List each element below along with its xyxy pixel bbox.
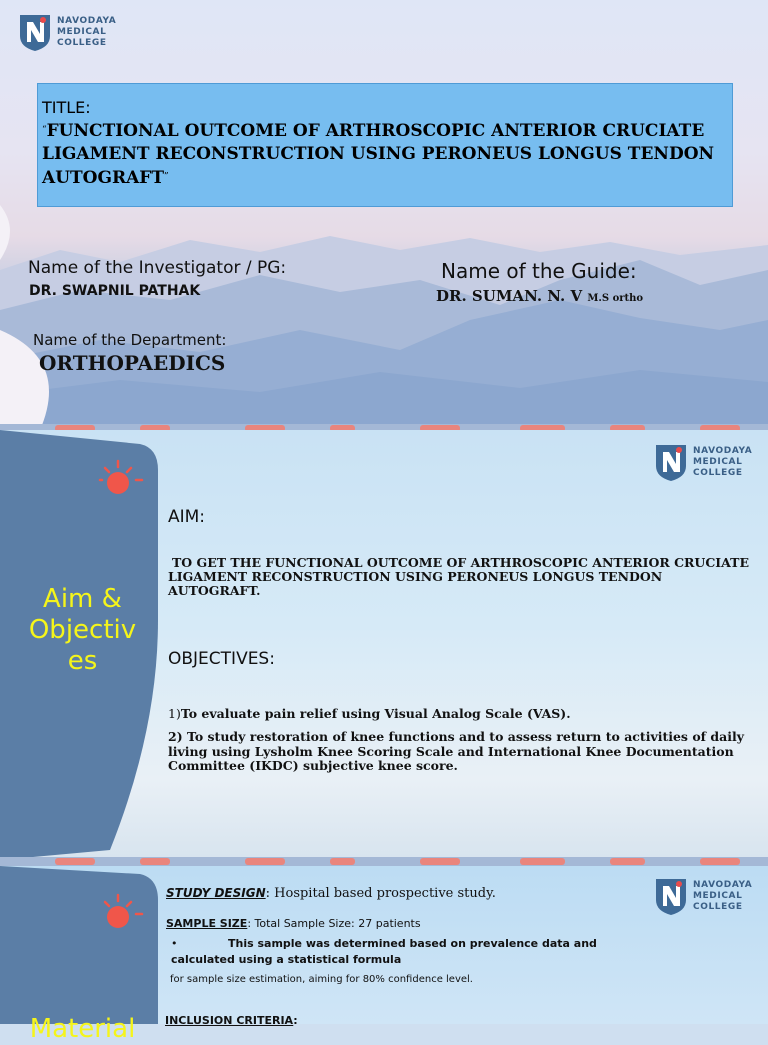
objective-2: 2) To study restoration of knee functions and to assess return to activities of daily living using Lysholm Knee Scoring Scale and International Knee Documentation Committee (IKDC) subjective knee score. [168, 729, 744, 773]
material-side-title: Material [29, 1014, 136, 1044]
title-label: TITLE: [42, 98, 91, 117]
objective-1: 1)To evaluate pain relief using Visual Analog Scale (VAS). [168, 706, 571, 721]
guide-label: Name of the Guide: [441, 259, 637, 283]
sample-bullet: • This sample was determined based on prevalence data and calculated using a statistical formula [171, 937, 597, 966]
sun-icon [100, 892, 144, 932]
title-box [37, 83, 733, 207]
guide-name: DR. SUMAN. N. V M.S ortho [436, 287, 644, 305]
investigator-name: DR. SWAPNIL PATHAK [29, 283, 201, 299]
aim-heading: AIM: [168, 507, 206, 527]
sample-size-label: SAMPLE SIZE [166, 917, 248, 930]
aim-text: TO GET THE FUNCTIONAL OUTCOME OF ARTHROSCOPIC ANTERIOR CRUCIATE LIGAMENT RECONSTRUCTION USING PERONEUS LONGUS TENDON AUTOGRAFT. [168, 555, 749, 598]
sample-note: for sample size estimation, aiming for 80% confidence level. [170, 974, 473, 985]
thesis-title: “FUNCTIONAL OUTCOME OF ARTHROSCOPIC ANTERIOR CRUCIATE LIGAMENT RECONSTRUCTION USING PERONEUS LONGUS TENDON AUTOGRAFT” [42, 121, 715, 188]
objectives-heading: OBJECTIVES: [168, 649, 275, 669]
college-logo [654, 876, 752, 916]
shield-logo-icon [654, 442, 688, 482]
college-name: NAVODAYA MEDICAL COLLEGE [57, 15, 117, 48]
department-label: Name of the Department: [33, 331, 227, 349]
study-design: STUDY DESIGN: Hospital based prospective study. [166, 886, 496, 901]
material-methods-slide [0, 866, 768, 1044]
college-name: NAVODAYA MEDICAL COLLEGE [693, 879, 753, 912]
study-design-label: STUDY DESIGN [166, 886, 266, 900]
college-name: NAVODAYA MEDICAL COLLEGE [693, 445, 753, 478]
shield-logo-icon [18, 12, 52, 52]
aim-objectives-side-title: Aim & Objectiv es [28, 584, 137, 676]
aim-objectives-slide [0, 430, 768, 866]
sun-icon [100, 458, 144, 498]
investigator-label: Name of the Investigator / PG: [28, 258, 287, 278]
decorative-divider [0, 857, 768, 866]
title-slide [0, 0, 768, 430]
side-panel [0, 866, 158, 1024]
college-logo [18, 12, 116, 52]
sample-size: SAMPLE SIZE: Total Sample Size: 27 patients [166, 917, 421, 930]
shield-logo-icon [654, 876, 688, 916]
guide-qualification: M.S ortho [587, 293, 644, 304]
college-logo [654, 442, 752, 482]
department-name: ORTHOPAEDICS [39, 351, 226, 375]
inclusion-criteria: INCLUSION CRITERIA: [165, 1014, 298, 1027]
